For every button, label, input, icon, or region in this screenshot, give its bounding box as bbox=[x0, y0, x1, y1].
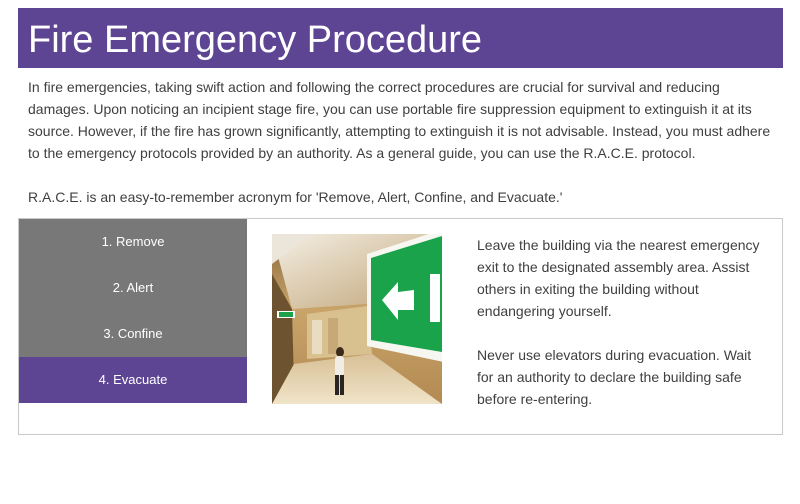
tab-alert[interactable]: 2. Alert bbox=[19, 265, 247, 311]
intro-paragraph-1: In fire emergencies, taking swift action and following the correct procedures are crucial for survival and reducing damages. Upon noticing an incipient stage fire, you can use portable fire suppression equipment to extinguish it at its source. However, if the fire has grown significantly, attempting to extinguish it is not advisable. Instead, you must adhere to the emergency protocols provided by an authority. As a general guide, you can use the R.A.C.E. protocol. bbox=[28, 79, 771, 161]
tab-evacuate[interactable]: 4. Evacuate bbox=[19, 357, 247, 403]
emergency-exit-sign-photo bbox=[272, 234, 442, 404]
evacuate-paragraph-2: Never use elevators during evacuation. Wait for an authority to declare the building safe before re-entering. bbox=[477, 347, 752, 407]
tab-content-evacuate bbox=[477, 234, 767, 410]
evacuate-paragraph-1: Leave the building via the nearest emergency exit to the designated assembly area. Assist others in exiting the building without endangering yourself. bbox=[477, 237, 760, 319]
emergency-exit-sign-icon bbox=[272, 234, 442, 404]
intro-paragraph-2: R.A.C.E. is an easy-to-remember acronym for 'Remove, Alert, Confine, and Evacuate.' bbox=[28, 189, 563, 205]
page-title: Fire Emergency Procedure bbox=[28, 19, 483, 61]
intro-text bbox=[28, 76, 778, 208]
race-tab-list bbox=[19, 219, 247, 403]
page-header bbox=[18, 8, 783, 68]
race-tab-panel bbox=[18, 218, 783, 435]
tab-confine[interactable]: 3. Confine bbox=[19, 311, 247, 357]
tab-remove[interactable]: 1. Remove bbox=[19, 219, 247, 265]
